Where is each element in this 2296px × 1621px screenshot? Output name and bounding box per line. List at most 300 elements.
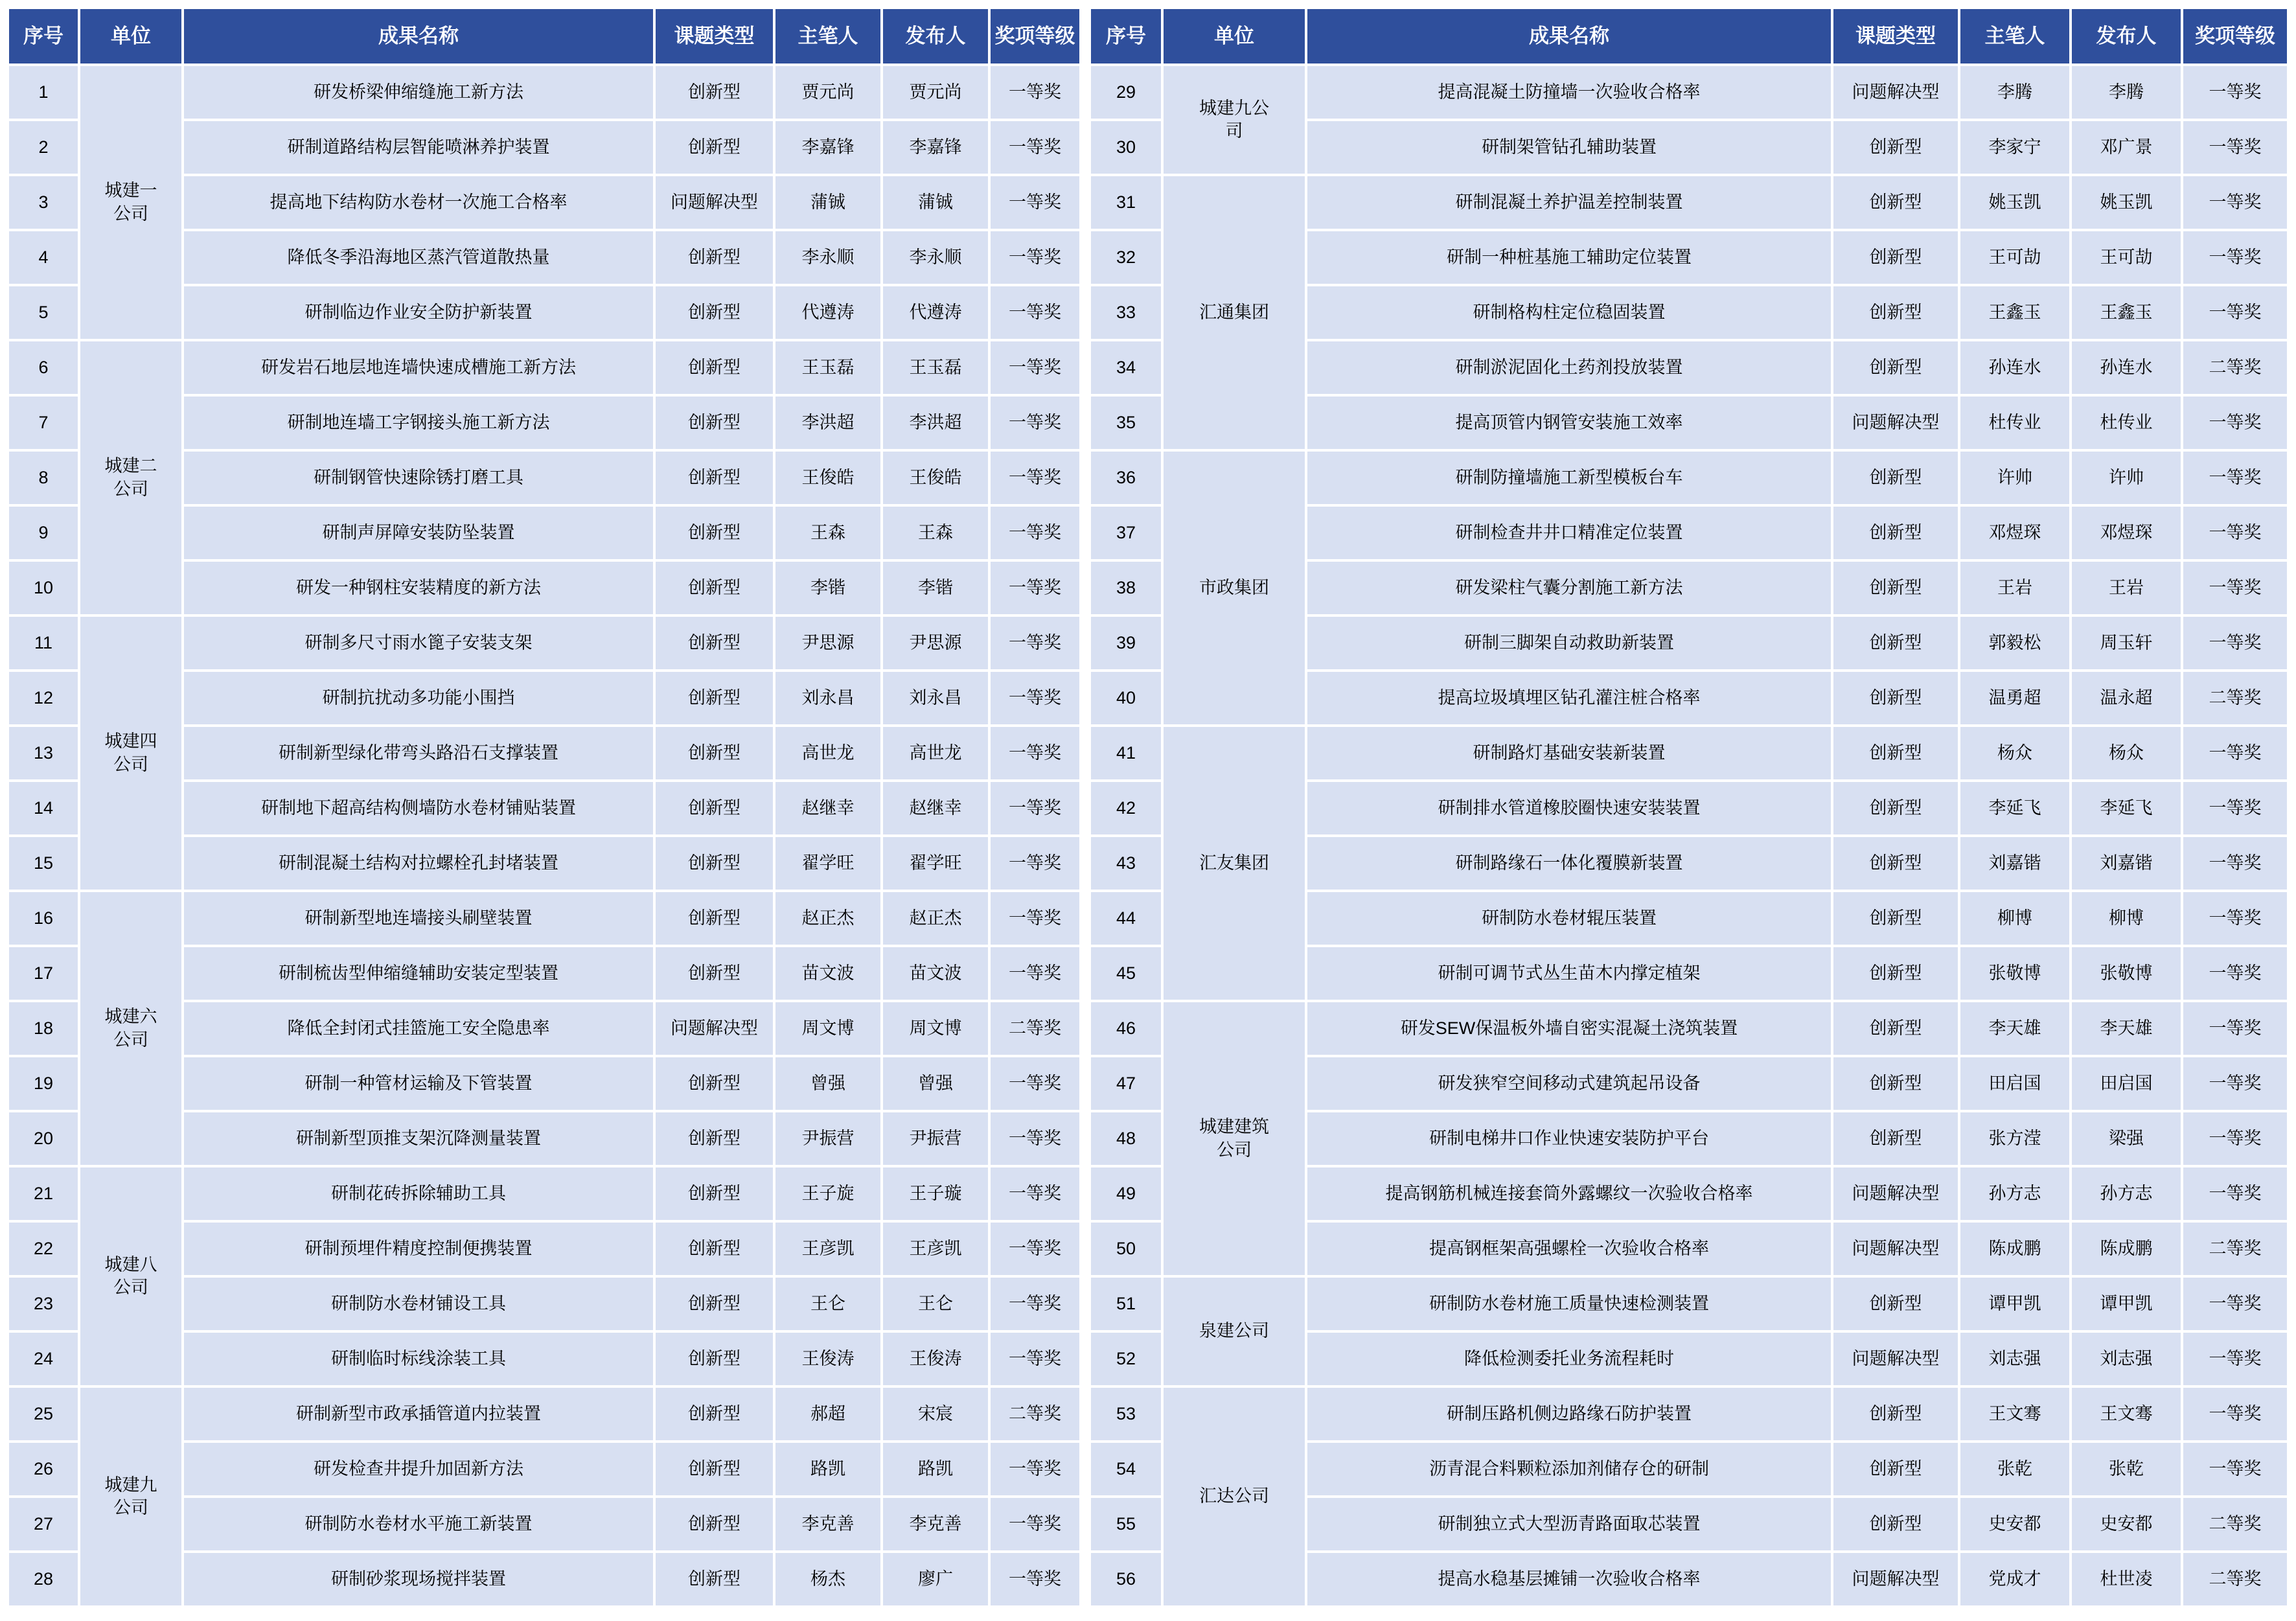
publisher-cell: 王俊涛 [882,1331,989,1386]
publisher-cell: 路凯 [882,1442,989,1497]
author-cell: 李家宁 [1959,120,2071,175]
seq-cell: 11 [8,615,79,671]
name-cell: 研制多尺寸雨水篦子安装支架 [183,615,654,671]
type-cell: 创新型 [654,395,774,450]
header-row [8,8,1081,65]
seq-cell: 21 [8,1166,79,1221]
publisher-cell: 张敬博 [2071,946,2182,1001]
name-cell: 研制压路机侧边路缘石防护装置 [1306,1386,1832,1442]
name-cell: 研制防水卷材水平施工新装置 [183,1497,654,1552]
award-cell: 一等奖 [989,285,1081,340]
publisher-cell: 谭甲凯 [2071,1276,2182,1331]
type-cell: 创新型 [1832,1497,1959,1552]
award-cell: 一等奖 [989,726,1081,781]
award-cell: 一等奖 [2182,781,2288,836]
name-cell: 研制独立式大型沥青路面取芯装置 [1306,1497,1832,1552]
seq-cell: 55 [1090,1497,1162,1552]
seq-cell: 31 [1090,175,1162,230]
awards-table-left [8,8,1081,1607]
award-cell: 一等奖 [989,946,1081,1001]
award-cell: 一等奖 [989,395,1081,450]
author-cell: 孙连水 [1959,340,2071,395]
name-cell: 研制地下超高结构侧墙防水卷材铺贴装置 [183,781,654,836]
publisher-cell: 李洪超 [882,395,989,450]
seq-cell: 44 [1090,891,1162,946]
seq-cell: 26 [8,1442,79,1497]
col-header-publisher: 发布人 [2071,8,2182,65]
type-cell: 创新型 [654,340,774,395]
col-header-type: 课题类型 [654,8,774,65]
col-header-author: 主笔人 [1959,8,2071,65]
publisher-cell: 陈成鹏 [2071,1221,2182,1276]
unit-cell: 泉建公司 [1162,1276,1306,1386]
type-cell: 创新型 [1832,230,1959,285]
col-header-type: 课题类型 [1832,8,1959,65]
type-cell: 创新型 [1832,1276,1959,1331]
seq-cell: 40 [1090,671,1162,726]
seq-cell: 25 [8,1386,79,1442]
type-cell: 创新型 [1832,615,1959,671]
seq-cell: 45 [1090,946,1162,1001]
author-cell: 尹振营 [774,1111,882,1166]
author-cell: 刘志强 [1959,1331,2071,1386]
award-cell: 一等奖 [2182,1331,2288,1386]
name-cell: 研制地连墙工字钢接头施工新方法 [183,395,654,450]
col-header-unit: 单位 [79,8,183,65]
name-cell: 研制临边作业安全防护新装置 [183,285,654,340]
seq-cell: 12 [8,671,79,726]
seq-cell: 19 [8,1056,79,1111]
table-row [1090,726,2288,781]
name-cell: 研发一种钢柱安装精度的新方法 [183,560,654,615]
type-cell: 创新型 [654,450,774,505]
type-cell: 创新型 [1832,891,1959,946]
col-header-publisher: 发布人 [882,8,989,65]
award-cell: 一等奖 [989,1276,1081,1331]
type-cell: 创新型 [1832,1111,1959,1166]
seq-cell: 38 [1090,560,1162,615]
name-cell: 研制混凝土养护温差控制装置 [1306,175,1832,230]
award-cell: 一等奖 [989,1442,1081,1497]
name-cell: 研发桥梁伸缩缝施工新方法 [183,65,654,120]
award-cell: 一等奖 [2182,1111,2288,1166]
unit-cell: 城建一公司 [79,65,183,340]
author-cell: 柳博 [1959,891,2071,946]
table-row [8,1166,1081,1221]
award-cell: 一等奖 [2182,395,2288,450]
publisher-cell: 邓广景 [2071,120,2182,175]
publisher-cell: 蒲铖 [882,175,989,230]
author-cell: 高世龙 [774,726,882,781]
publisher-cell: 尹思源 [882,615,989,671]
seq-cell: 16 [8,891,79,946]
name-cell: 研发检查井提升加固新方法 [183,1442,654,1497]
award-cell: 一等奖 [989,230,1081,285]
publisher-cell: 高世龙 [882,726,989,781]
publisher-cell: 王玉磊 [882,340,989,395]
award-cell: 一等奖 [2182,120,2288,175]
name-cell: 研制防水卷材施工质量快速检测装置 [1306,1276,1832,1331]
publisher-cell: 杜世凌 [2071,1552,2182,1607]
publisher-cell: 李腾 [2071,65,2182,120]
seq-cell: 20 [8,1111,79,1166]
award-cell: 一等奖 [989,1221,1081,1276]
name-cell: 研制钢管快速除锈打磨工具 [183,450,654,505]
seq-cell: 14 [8,781,79,836]
seq-cell: 24 [8,1331,79,1386]
publisher-cell: 李天雄 [2071,1001,2182,1056]
col-header-seq: 序号 [1090,8,1162,65]
author-cell: 王森 [774,505,882,560]
type-cell: 创新型 [654,560,774,615]
name-cell: 研制检查井井口精准定位装置 [1306,505,1832,560]
seq-cell: 7 [8,395,79,450]
unit-cell: 城建六公司 [79,891,183,1166]
type-cell: 创新型 [1832,175,1959,230]
unit-cell: 城建九公司 [1162,65,1306,175]
type-cell: 创新型 [1832,946,1959,1001]
name-cell: 研制声屏障安装防坠装置 [183,505,654,560]
unit-cell: 城建八公司 [79,1166,183,1386]
publisher-cell: 翟学旺 [882,836,989,891]
seq-cell: 9 [8,505,79,560]
seq-cell: 54 [1090,1442,1162,1497]
award-cell: 一等奖 [2182,726,2288,781]
name-cell: 研制新型顶推支架沉降测量装置 [183,1111,654,1166]
type-cell: 创新型 [654,1331,774,1386]
author-cell: 杜传业 [1959,395,2071,450]
author-cell: 许帅 [1959,450,2071,505]
unit-cell: 汇通集团 [1162,175,1306,450]
seq-cell: 10 [8,560,79,615]
type-cell: 问题解决型 [1832,1331,1959,1386]
name-cell: 提高顶管内钢管安装施工效率 [1306,395,1832,450]
name-cell: 研制电梯井口作业快速安装防护平台 [1306,1111,1832,1166]
award-cell: 一等奖 [989,175,1081,230]
publisher-cell: 孙方志 [2071,1166,2182,1221]
award-cell: 一等奖 [989,615,1081,671]
author-cell: 贾元尚 [774,65,882,120]
name-cell: 提高钢框架高强螺栓一次验收合格率 [1306,1221,1832,1276]
name-cell: 研制淤泥固化土药剂投放装置 [1306,340,1832,395]
award-cell: 一等奖 [2182,1166,2288,1221]
publisher-cell: 廖广 [882,1552,989,1607]
seq-cell: 43 [1090,836,1162,891]
author-cell: 张乾 [1959,1442,2071,1497]
award-cell: 一等奖 [989,560,1081,615]
award-cell: 一等奖 [2182,615,2288,671]
award-cell: 一等奖 [989,1331,1081,1386]
col-header-name: 成果名称 [1306,8,1832,65]
author-cell: 王俊皓 [774,450,882,505]
author-cell: 李克善 [774,1497,882,1552]
author-cell: 李嘉锋 [774,120,882,175]
type-cell: 创新型 [654,836,774,891]
award-cell: 一等奖 [989,450,1081,505]
publisher-cell: 王鑫玉 [2071,285,2182,340]
award-cell: 一等奖 [989,1552,1081,1607]
author-cell: 王可劼 [1959,230,2071,285]
table-row [1090,65,2288,120]
name-cell: 研制砂浆现场搅拌装置 [183,1552,654,1607]
name-cell: 研制新型地连墙接头刷壁装置 [183,891,654,946]
type-cell: 创新型 [654,1442,774,1497]
name-cell: 研制三脚架自动救助新装置 [1306,615,1832,671]
publisher-cell: 王彦凯 [882,1221,989,1276]
award-cell: 一等奖 [2182,1276,2288,1331]
award-cell: 一等奖 [2182,450,2288,505]
table-row [1090,1386,2288,1442]
type-cell: 创新型 [654,1056,774,1111]
author-cell: 陈成鹏 [1959,1221,2071,1276]
award-cell: 一等奖 [2182,1056,2288,1111]
table-body [1090,65,2288,1607]
type-cell: 创新型 [654,505,774,560]
author-cell: 孙方志 [1959,1166,2071,1221]
publisher-cell: 代遵涛 [882,285,989,340]
publisher-cell: 周文博 [882,1001,989,1056]
publisher-cell: 王子璇 [882,1166,989,1221]
name-cell: 研发SEW保温板外墙自密实混凝土浇筑装置 [1306,1001,1832,1056]
name-cell: 研制架管钻孔辅助装置 [1306,120,1832,175]
author-cell: 刘嘉锴 [1959,836,2071,891]
type-cell: 创新型 [1832,671,1959,726]
seq-cell: 34 [1090,340,1162,395]
unit-cell: 城建二公司 [79,340,183,615]
table-row [8,1386,1081,1442]
publisher-cell: 宋宸 [882,1386,989,1442]
author-cell: 王子旋 [774,1166,882,1221]
table-body [8,65,1081,1607]
type-cell: 创新型 [1832,1056,1959,1111]
name-cell: 研制可调节式丛生苗木内撑定植架 [1306,946,1832,1001]
name-cell: 研制防水卷材辊压装置 [1306,891,1832,946]
author-cell: 王仑 [774,1276,882,1331]
publisher-cell: 田启国 [2071,1056,2182,1111]
seq-cell: 17 [8,946,79,1001]
author-cell: 王文骞 [1959,1386,2071,1442]
publisher-cell: 苗文波 [882,946,989,1001]
name-cell: 研制道路结构层智能喷淋养护装置 [183,120,654,175]
publisher-cell: 温永超 [2071,671,2182,726]
author-cell: 邓煜琛 [1959,505,2071,560]
type-cell: 创新型 [1832,285,1959,340]
unit-cell: 汇友集团 [1162,726,1306,1001]
publisher-cell: 姚玉凯 [2071,175,2182,230]
name-cell: 提高地下结构防水卷材一次施工合格率 [183,175,654,230]
author-cell: 赵正杰 [774,891,882,946]
type-cell: 创新型 [1832,836,1959,891]
seq-cell: 46 [1090,1001,1162,1056]
author-cell: 张方滢 [1959,1111,2071,1166]
award-cell: 一等奖 [989,505,1081,560]
publisher-cell: 王可劼 [2071,230,2182,285]
seq-cell: 48 [1090,1111,1162,1166]
award-cell: 一等奖 [989,836,1081,891]
table-row [8,615,1081,671]
name-cell: 提高混凝土防撞墙一次验收合格率 [1306,65,1832,120]
publisher-cell: 孙连水 [2071,340,2182,395]
author-cell: 王岩 [1959,560,2071,615]
author-cell: 李洪超 [774,395,882,450]
seq-cell: 30 [1090,120,1162,175]
seq-cell: 8 [8,450,79,505]
type-cell: 创新型 [1832,1442,1959,1497]
author-cell: 谭甲凯 [1959,1276,2071,1331]
name-cell: 降低检测委托业务流程耗时 [1306,1331,1832,1386]
name-cell: 研制一种管材运输及下管装置 [183,1056,654,1111]
type-cell: 创新型 [654,615,774,671]
publisher-cell: 贾元尚 [882,65,989,120]
seq-cell: 37 [1090,505,1162,560]
type-cell: 创新型 [1832,781,1959,836]
author-cell: 姚玉凯 [1959,175,2071,230]
publisher-cell: 尹振营 [882,1111,989,1166]
award-cell: 二等奖 [2182,671,2288,726]
table-header [8,8,1081,65]
seq-cell: 6 [8,340,79,395]
publisher-cell: 王仑 [882,1276,989,1331]
type-cell: 创新型 [654,946,774,1001]
type-cell: 创新型 [654,726,774,781]
publisher-cell: 曾强 [882,1056,989,1111]
author-cell: 李永顺 [774,230,882,285]
seq-cell: 32 [1090,230,1162,285]
seq-cell: 49 [1090,1166,1162,1221]
author-cell: 杨众 [1959,726,2071,781]
author-cell: 郝超 [774,1386,882,1442]
unit-cell: 城建四公司 [79,615,183,891]
seq-cell: 50 [1090,1221,1162,1276]
type-cell: 创新型 [654,120,774,175]
seq-cell: 27 [8,1497,79,1552]
type-cell: 创新型 [1832,450,1959,505]
type-cell: 问题解决型 [1832,1221,1959,1276]
seq-cell: 29 [1090,65,1162,120]
col-header-author: 主笔人 [774,8,882,65]
publisher-cell: 李锴 [882,560,989,615]
table-header [1090,8,2288,65]
award-cell: 一等奖 [989,891,1081,946]
name-cell: 研发岩石地层地连墙快速成槽施工新方法 [183,340,654,395]
award-cell: 一等奖 [2182,836,2288,891]
name-cell: 降低冬季沿海地区蒸汽管道散热量 [183,230,654,285]
name-cell: 研制路灯基础安装新装置 [1306,726,1832,781]
name-cell: 研制排水管道橡胶圈快速安装装置 [1306,781,1832,836]
publisher-cell: 王文骞 [2071,1386,2182,1442]
award-cell: 二等奖 [989,1386,1081,1442]
table-row [1090,1001,2288,1056]
name-cell: 研发狭窄空间移动式建筑起吊设备 [1306,1056,1832,1111]
header-row [1090,8,2288,65]
award-cell: 二等奖 [2182,340,2288,395]
award-cell: 一等奖 [2182,175,2288,230]
name-cell: 研制梳齿型伸缩缝辅助安装定型装置 [183,946,654,1001]
publisher-cell: 王森 [882,505,989,560]
name-cell: 研制新型绿化带弯头路沿石支撑装置 [183,726,654,781]
author-cell: 李锴 [774,560,882,615]
name-cell: 提高水稳基层摊铺一次验收合格率 [1306,1552,1832,1607]
author-cell: 史安都 [1959,1497,2071,1552]
award-cell: 一等奖 [2182,560,2288,615]
type-cell: 问题解决型 [1832,65,1959,120]
seq-cell: 15 [8,836,79,891]
name-cell: 研制防水卷材铺设工具 [183,1276,654,1331]
seq-cell: 1 [8,65,79,120]
seq-cell: 23 [8,1276,79,1331]
type-cell: 问题解决型 [1832,1552,1959,1607]
award-cell: 一等奖 [2182,1386,2288,1442]
award-cell: 一等奖 [989,1056,1081,1111]
seq-cell: 35 [1090,395,1162,450]
awards-table-right [1090,8,2288,1607]
author-cell: 李腾 [1959,65,2071,120]
seq-cell: 5 [8,285,79,340]
type-cell: 创新型 [654,285,774,340]
name-cell: 提高垃圾填埋区钻孔灌注桩合格率 [1306,671,1832,726]
unit-cell: 市政集团 [1162,450,1306,726]
type-cell: 创新型 [654,230,774,285]
author-cell: 党成才 [1959,1552,2071,1607]
award-cell: 一等奖 [2182,230,2288,285]
author-cell: 李天雄 [1959,1001,2071,1056]
name-cell: 研制一种桩基施工辅助定位装置 [1306,230,1832,285]
type-cell: 问题解决型 [654,1001,774,1056]
author-cell: 郭毅松 [1959,615,2071,671]
publisher-cell: 赵继幸 [882,781,989,836]
author-cell: 张敬博 [1959,946,2071,1001]
seq-cell: 41 [1090,726,1162,781]
publisher-cell: 杨众 [2071,726,2182,781]
award-cell: 一等奖 [2182,505,2288,560]
name-cell: 研制花砖拆除辅助工具 [183,1166,654,1221]
type-cell: 创新型 [654,1166,774,1221]
seq-cell: 39 [1090,615,1162,671]
name-cell: 研制预埋件精度控制便携装置 [183,1221,654,1276]
type-cell: 创新型 [654,1111,774,1166]
author-cell: 苗文波 [774,946,882,1001]
publisher-cell: 刘志强 [2071,1331,2182,1386]
author-cell: 蒲铖 [774,175,882,230]
col-header-award: 奖项等级 [2182,8,2288,65]
publisher-cell: 李永顺 [882,230,989,285]
author-cell: 温勇超 [1959,671,2071,726]
type-cell: 创新型 [1832,1001,1959,1056]
award-cell: 一等奖 [2182,65,2288,120]
seq-cell: 4 [8,230,79,285]
publisher-cell: 史安都 [2071,1497,2182,1552]
col-header-name: 成果名称 [183,8,654,65]
name-cell: 研制抗扰动多功能小围挡 [183,671,654,726]
name-cell: 降低全封闭式挂篮施工安全隐患率 [183,1001,654,1056]
author-cell: 王俊涛 [774,1331,882,1386]
author-cell: 李延飞 [1959,781,2071,836]
author-cell: 刘永昌 [774,671,882,726]
award-cell: 二等奖 [989,1001,1081,1056]
award-cell: 一等奖 [989,1166,1081,1221]
publisher-cell: 李克善 [882,1497,989,1552]
name-cell: 研制防撞墙施工新型模板台车 [1306,450,1832,505]
type-cell: 创新型 [1832,340,1959,395]
award-cell: 一等奖 [2182,1442,2288,1497]
type-cell: 问题解决型 [654,175,774,230]
publisher-cell: 刘永昌 [882,671,989,726]
table-row [8,891,1081,946]
name-cell: 研制路缘石一体化覆膜新装置 [1306,836,1832,891]
award-cell: 一等奖 [989,1497,1081,1552]
author-cell: 王鑫玉 [1959,285,2071,340]
seq-cell: 22 [8,1221,79,1276]
